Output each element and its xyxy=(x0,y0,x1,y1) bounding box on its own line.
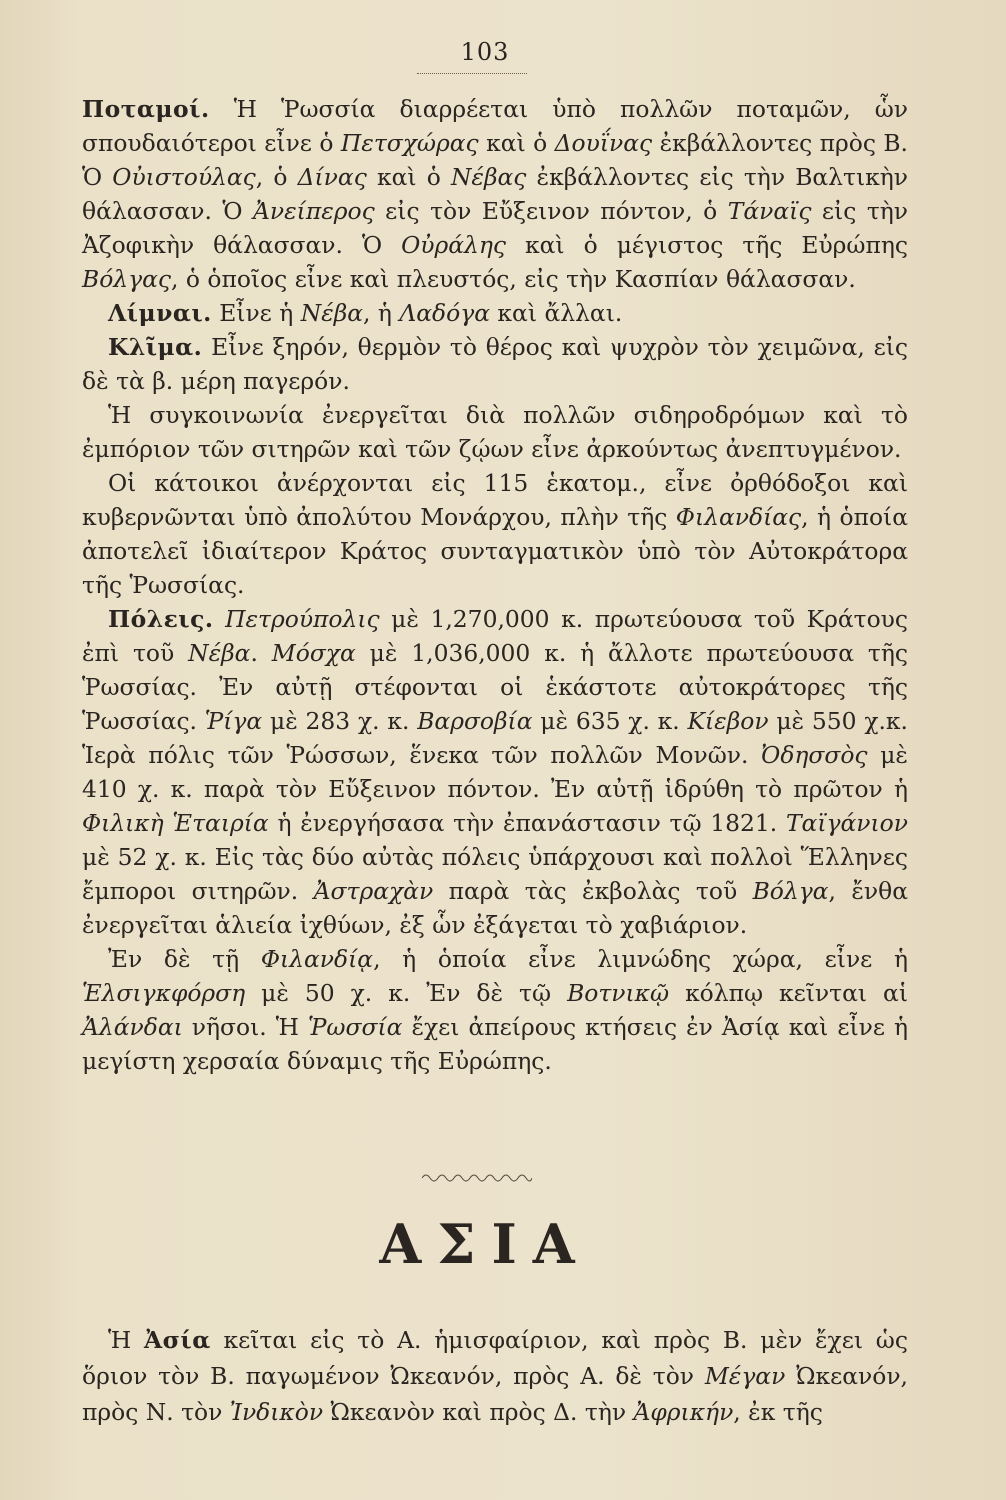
river-name: Τάναϊς xyxy=(727,197,812,225)
society-name: Φιλικὴ Ἑταιρία xyxy=(82,809,269,837)
climate-heading: Κλῖμα. xyxy=(108,333,203,361)
river-name: Πετσχώρας xyxy=(340,129,479,157)
river-name: Οὐράλης xyxy=(401,231,506,259)
river-name: Οὐιστούλας xyxy=(112,163,256,191)
river-name: Νέβας xyxy=(450,163,527,191)
asia-heading: Ἀσία xyxy=(144,1326,211,1354)
ocean-name: Μέγαν xyxy=(704,1362,786,1390)
lakes-paragraph: Λίμναι. Εἶνε ἡ Νέβα, ἡ Λαδόγα καὶ ἄλλαι. xyxy=(108,299,623,327)
rivers-paragraph: Ποταμοί. Ἡ Ῥωσσία διαρρέεται ὑπὸ πολλῶν ποταμῶν, ὧν σπουδαιότεροι εἶνε ὁ Πετσχώρας καὶ ὁ Δουΐνας ἐκβάλλοντες πρὸς Β. Ὁ Οὐιστούλας, ὁ Δίνας καὶ ὁ Νέβας ἐκβάλλοντες εἰς τὴν Βαλτικὴν θάλασσαν. Ὁ Ἀνείπερος εἰς τὸν Εὔξεινον πόντον, ὁ Τάναϊς εἰς τὴν Ἀζοφικὴν θάλασσαν. Ὁ Οὐράλης καὶ ὁ μέγιστος τῆς Εὐρώπης Βόλγας, ὁ ὁποῖος εἶνε καὶ πλευστός, εἰς τὴν Κασπίαν θάλασσαν. xyxy=(82,95,908,293)
city-name: Μόσχα xyxy=(271,639,356,667)
asia-section xyxy=(82,1322,908,1430)
city-name: Ἀστραχὰν xyxy=(313,877,434,905)
city-name: Πετρούπολις xyxy=(225,605,380,633)
finland-name: Φιλανδίας xyxy=(675,503,802,531)
ocean-name: Ἰνδικὸν xyxy=(229,1398,324,1426)
chapter-title: ΑΣΙΑ xyxy=(379,1212,591,1276)
place-name: Ἀλάνδαι xyxy=(82,1013,183,1041)
lake-name: Νέβα xyxy=(300,299,364,327)
cities-heading: Πόλεις. xyxy=(108,605,214,633)
inhabitants-paragraph: Οἱ κάτοικοι ἀνέρχονται εἰς 115 ἑκατομ., εἶνε ὀρθόδοξοι καὶ κυβερνῶνται ὑπὸ ἀπολύτου Μονάρχου, πλὴν τῆς Φιλανδίας, ἡ ὁποία ἀποτελεῖ ἰδιαίτερον Κράτος συνταγματικὸν ὑπὸ τὸν Αὐτοκράτορα τῆς Ῥωσσίας. xyxy=(82,469,909,599)
place-name: Ἑλσιγκφόρση xyxy=(82,979,246,1007)
river-name: Βόλγα xyxy=(752,877,829,905)
city-name: Ῥίγα xyxy=(204,707,263,735)
page-number: 103 xyxy=(460,38,510,66)
continent-name: Ἀφρικήν xyxy=(633,1398,734,1426)
city-name: Ὀδησσὸς xyxy=(761,741,868,769)
wavy-ornament xyxy=(422,1172,532,1184)
lake-name: Λαδόγα xyxy=(399,299,490,327)
river-name: Δουΐνας xyxy=(554,129,653,157)
climate-paragraph: Κλῖμα. Εἶνε ξηρόν, θερμὸν τὸ θέρος καὶ ψυχρὸν τὸν χειμῶνα, εἰς δὲ τὰ β. μέρη παγερόν. xyxy=(82,333,908,395)
city-name: Ταϊγάνιον xyxy=(785,809,908,837)
city-name: Νέβα xyxy=(188,639,251,667)
cities-paragraph: Πόλεις. Πετρούπολις μὲ 1,270,000 κ. πρωτεύουσα τοῦ Κράτους ἐπὶ τοῦ Νέβα. Μόσχα μὲ 1,036,000 κ. ἡ ἄλλοτε πρωτεύουσα τῆς Ῥωσσίας. Ἐν αὐτῇ στέφονται οἱ ἑκάστοτε αὐτοκράτορες τῆς Ῥωσσίας. Ῥίγα μὲ 283 χ. κ. Βαρσοβία μὲ 635 χ. κ. Κίεβον μὲ 550 χ.κ. Ἱερὰ πόλις τῶν Ῥώσσων, ἕνεκα τῶν πολλῶν Μονῶν. Ὀδησσὸς μὲ 410 χ. κ. παρὰ τὸν Εὔξεινον πόντον. Ἐν αὐτῇ ἱδρύθη τὸ πρῶτον ἡ Φιλικὴ Ἑταιρία ἡ ἐνεργήσασα τὴν ἐπανάστασιν τῷ 1821. Ταϊγάνιον μὲ 52 χ. κ. Εἰς τὰς δύο αὐτὰς πόλεις ὑπάρχουσι καὶ πολλοὶ Ἕλληνες ἔμποροι σιτηρῶν. Ἀστραχὰν παρὰ τὰς ἐκβολὰς τοῦ Βόλγα, ἔνθα ἐνεργεῖται ἁλιεία ἰχθύων, ἐξ ὧν ἐξάγεται τὸ χαβιάριον. xyxy=(82,605,909,939)
header-rule xyxy=(417,73,527,74)
lakes-heading: Λίμναι. xyxy=(108,299,212,327)
river-name: Βόλγας xyxy=(82,265,171,293)
asia-paragraph: Ἡ Ἀσία κεῖται εἰς τὸ Α. ἡμισφαίριον, καὶ πρὸς Β. μὲν ἔχει ὡς ὅριον τὸν Β. παγωμένον Ὠκεανόν, πρὸς Α. δὲ τὸν Μέγαν Ὠκεανόν, πρὸς Ν. τὸν Ἰνδικὸν Ὠκεανὸν καὶ πρὸς Δ. τὴν Ἀφρικήν, ἐκ τῆς xyxy=(82,1326,908,1426)
place-name: Φιλανδίᾳ xyxy=(260,945,374,973)
rivers-heading: Ποταμοί. xyxy=(82,95,210,123)
city-name: Βαρσοβία xyxy=(417,707,533,735)
finland-paragraph: Ἐν δὲ τῇ Φιλανδίᾳ, ἡ ὁποία εἶνε λιμνώδης χώρα, εἶνε ἡ Ἑλσιγκφόρση μὲ 50 χ. κ. Ἐν δὲ τῷ Βοτνικῷ κόλπῳ κεῖνται αἱ Ἀλάνδαι νῆσοι. Ἡ Ῥωσσία ἔχει ἀπείρους κτήσεις ἐν Ἀσίᾳ καὶ εἶνε ἡ μεγίστη χερσαία δύναμις τῆς Εὐρώπης. xyxy=(82,945,909,1075)
russia-section xyxy=(82,92,908,1078)
place-name: Ῥωσσία xyxy=(307,1013,403,1041)
river-name: Ἀνείπερος xyxy=(252,197,375,225)
city-name: Κίεβον xyxy=(687,707,769,735)
communication-paragraph: Ἡ συγκοινωνία ἐνεργεῖται διὰ πολλῶν σιδηροδρόμων καὶ τὸ ἐμπόριον τῶν σιτηρῶν καὶ τῶν ζῴων εἶνε ἀρκούντως ἀνεπτυγμένον. xyxy=(82,401,908,463)
river-name: Δίνας xyxy=(297,163,367,191)
place-name: Βοτνικῷ xyxy=(567,979,670,1007)
